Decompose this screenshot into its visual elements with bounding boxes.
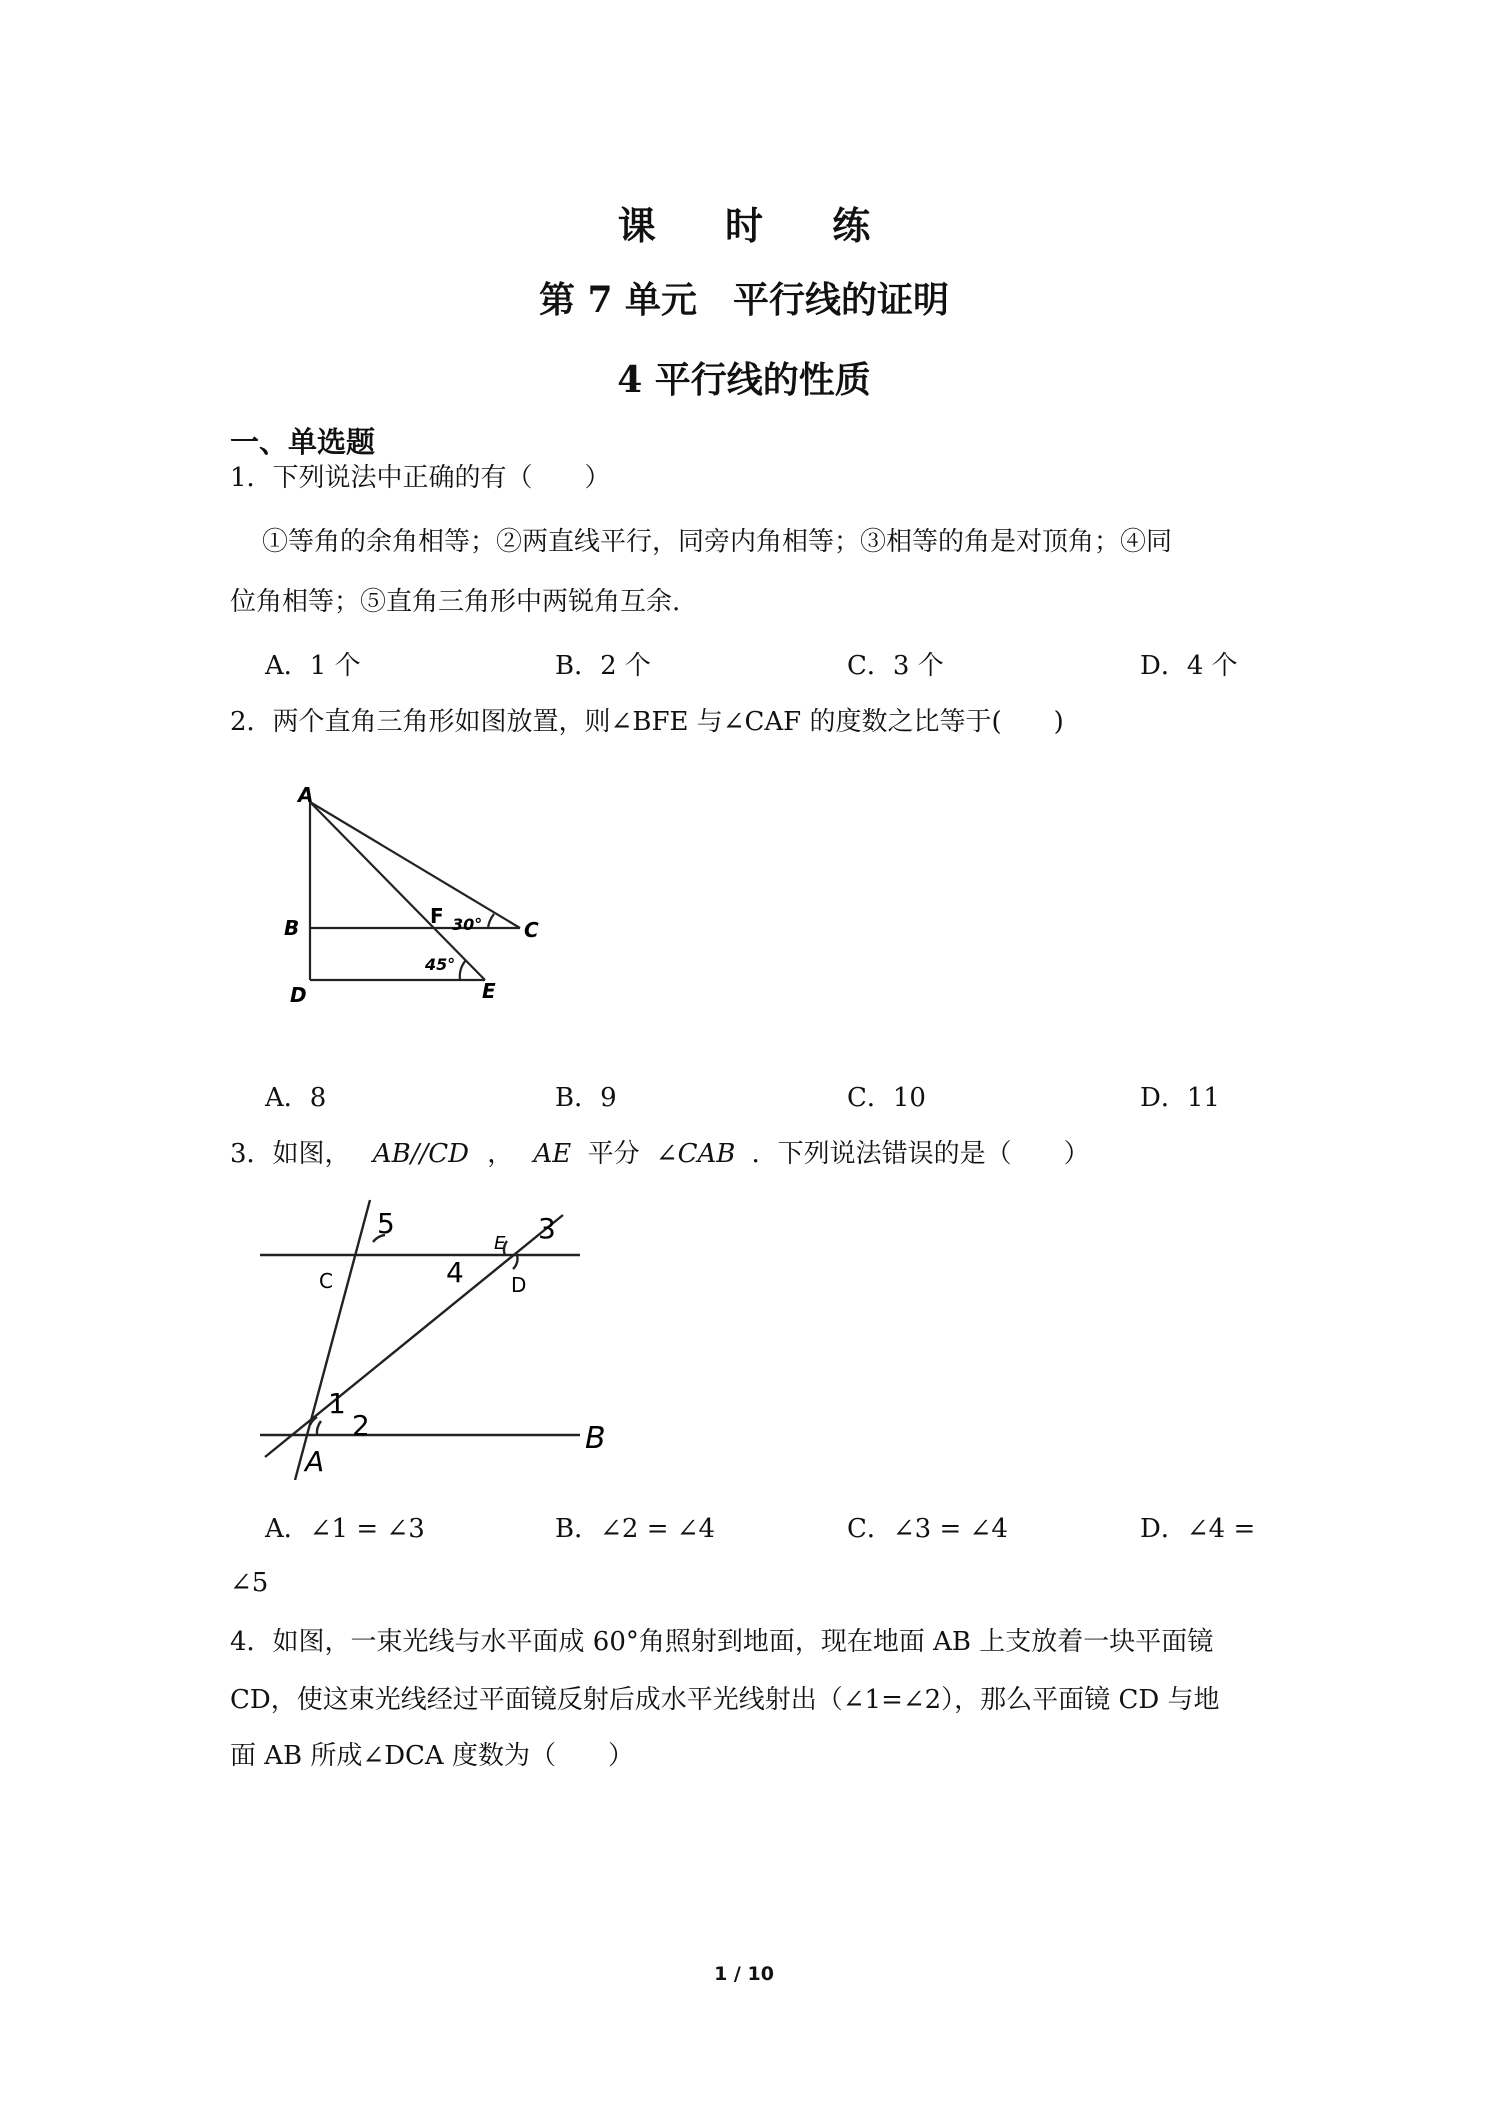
question-4-line3: 面 AB 所成∠DCA 度数为（ ） — [230, 1741, 634, 1771]
q3-label-d: D — [511, 1273, 527, 1297]
q2-label-d: D — [290, 983, 307, 1007]
question-2-option-b[interactable]: B．9 — [555, 1083, 617, 1113]
question-1-stem: 1．下列说法中正确的有（ ） — [230, 463, 611, 493]
q3-label-b: B — [585, 1421, 606, 1456]
question-1-option-c[interactable]: C．3 个 — [847, 651, 944, 681]
question-1-option-b[interactable]: B．2 个 — [555, 651, 651, 681]
q2-label-b: B — [284, 916, 300, 940]
page-number: 1 / 10 — [714, 1963, 774, 1985]
q2-label-a: A — [298, 783, 314, 807]
q3-angle-2: 2 — [352, 1409, 370, 1442]
question-2-option-c[interactable]: C．10 — [847, 1083, 926, 1113]
q3-condition-angle: ∠CAB — [655, 1139, 736, 1169]
q3-condition-parallel: AB//CD — [372, 1139, 469, 1169]
q3-label-c: C — [319, 1269, 333, 1293]
question-1-line2: ①等角的余角相等；②两直线平行，同旁内角相等；③相等的角是对顶角；④同 — [262, 527, 1173, 557]
page-title: 课 时 练 — [617, 203, 899, 248]
q3-angle-4: 4 — [446, 1256, 464, 1289]
question-2-stem: 2．两个直角三角形如图放置，则∠BFE 与∠CAF 的度数之比等于( ) — [230, 707, 1064, 737]
question-3-option-b[interactable]: B．∠2 = ∠4 — [555, 1514, 716, 1544]
q3-label-a: A — [305, 1445, 325, 1478]
q2-angle-45: 45° — [425, 955, 456, 974]
question-3-option-c[interactable]: C．∠3 = ∠4 — [847, 1514, 1008, 1544]
q3-angle-5: 5 — [377, 1207, 395, 1240]
question-4-line1: 4．如图，一束光线与水平面成 60°角照射到地面，现在地面 AB 上支放着一块平面镜 — [230, 1627, 1214, 1657]
question-3-option-a[interactable]: A．∠1 = ∠3 — [265, 1514, 425, 1544]
q2-label-e: E — [482, 979, 496, 1003]
question-1-line3: 位角相等；⑤直角三角形中两锐角互余. — [230, 587, 681, 617]
q3-label-e: E — [494, 1233, 506, 1254]
question-2-option-a[interactable]: A．8 — [265, 1083, 327, 1113]
q3-condition-ae: AE — [533, 1139, 572, 1169]
section-heading: 一、单选题 — [230, 425, 376, 459]
q2-label-c: C — [524, 918, 539, 942]
question-3-figure — [255, 1195, 635, 1480]
question-1-option-a[interactable]: A．1 个 — [265, 651, 361, 681]
question-3-option-d-continued: ∠5 — [230, 1568, 269, 1598]
q3-angle-1: 1 — [328, 1387, 346, 1420]
lesson-title: 4 平行线的性质 — [617, 359, 871, 401]
q2-angle-30: 30° — [452, 915, 483, 934]
question-4-line2: CD，使这束光线经过平面镜反射后成水平光线射出（∠1=∠2），那么平面镜 CD 与地 — [230, 1685, 1220, 1715]
question-3-stem: 3．如图， AB//CD ， AE 平分 ∠CAB ．下列说法错误的是（ ） — [230, 1139, 1090, 1169]
question-2-option-d[interactable]: D．11 — [1140, 1083, 1220, 1113]
question-3-option-d[interactable]: D．∠4 = — [1140, 1514, 1256, 1544]
q2-label-f: F — [430, 904, 444, 928]
q3-angle-3: 3 — [538, 1212, 556, 1245]
question-1-option-d[interactable]: D．4 个 — [1140, 651, 1238, 681]
unit-title: 第 7 单元 平行线的证明 — [538, 279, 950, 321]
question-2-figure — [270, 780, 570, 1010]
